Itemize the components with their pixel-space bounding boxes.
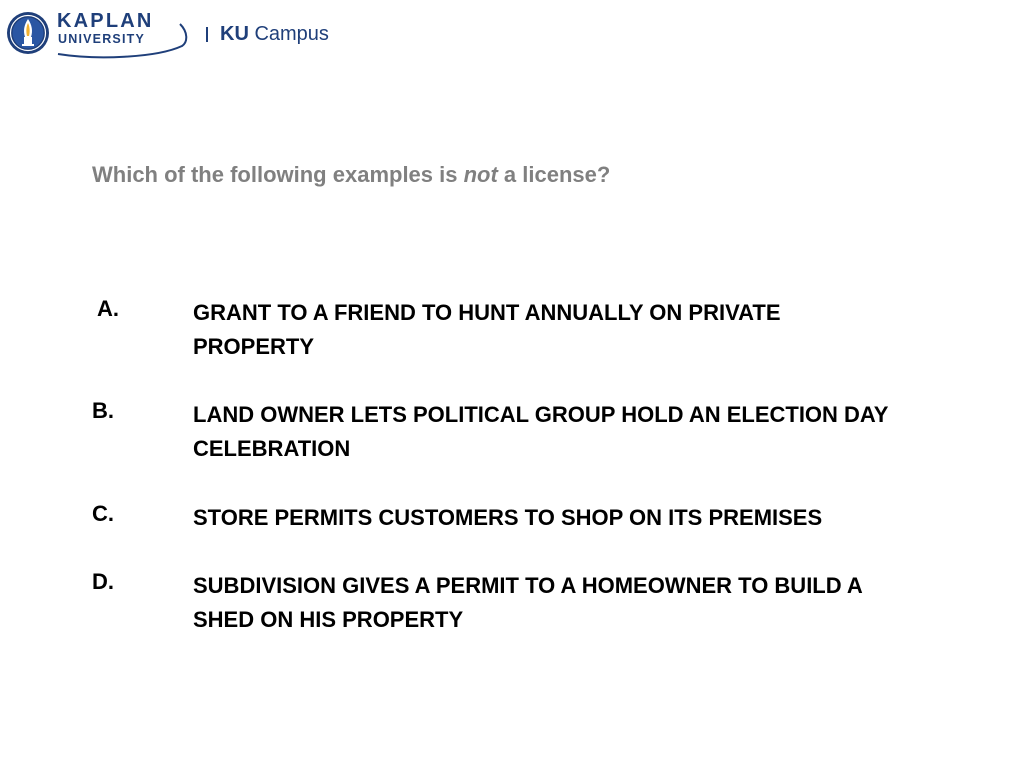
answer-d-letter: D. (92, 569, 114, 594)
campus-label: Campus (248, 22, 329, 45)
answer-b-letter: B. (92, 398, 114, 423)
header-logo (6, 6, 329, 60)
answer-a-text: GRANT TO A FRIEND TO HUNT ANNUALLY ON PRIVATE PROPERTY (193, 300, 781, 359)
kaplan-wordmark (56, 8, 188, 58)
answer-c-letter: C. (92, 501, 114, 526)
kaplan-seal-icon (6, 11, 50, 55)
header-divider (206, 27, 208, 42)
ku-campus-label (220, 23, 329, 46)
logo-line1: KAPLAN (57, 10, 154, 32)
logo-swoosh-icon (56, 8, 188, 60)
question-emphasis: not (463, 162, 498, 187)
answer-b-text: LAND OWNER LETS POLITICAL GROUP HOLD AN ELECTION DAY CELEBRATION (193, 402, 889, 461)
ku-label: KU (220, 22, 249, 45)
answer-c-text: STORE PERMITS CUSTOMERS TO SHOP ON ITS PREMISES (193, 505, 823, 530)
answer-d-text: SUBDIVISION GIVES A PERMIT TO A HOMEOWNER TO BUILD A SHED ON HIS PROPERTY (193, 573, 863, 632)
question-text (92, 162, 610, 188)
logo-line2: UNIVERSITY (58, 32, 146, 46)
answer-a-letter: A. (97, 296, 119, 321)
question-after: a license? (497, 162, 611, 187)
question-before: Which of the following examples is (92, 162, 464, 187)
